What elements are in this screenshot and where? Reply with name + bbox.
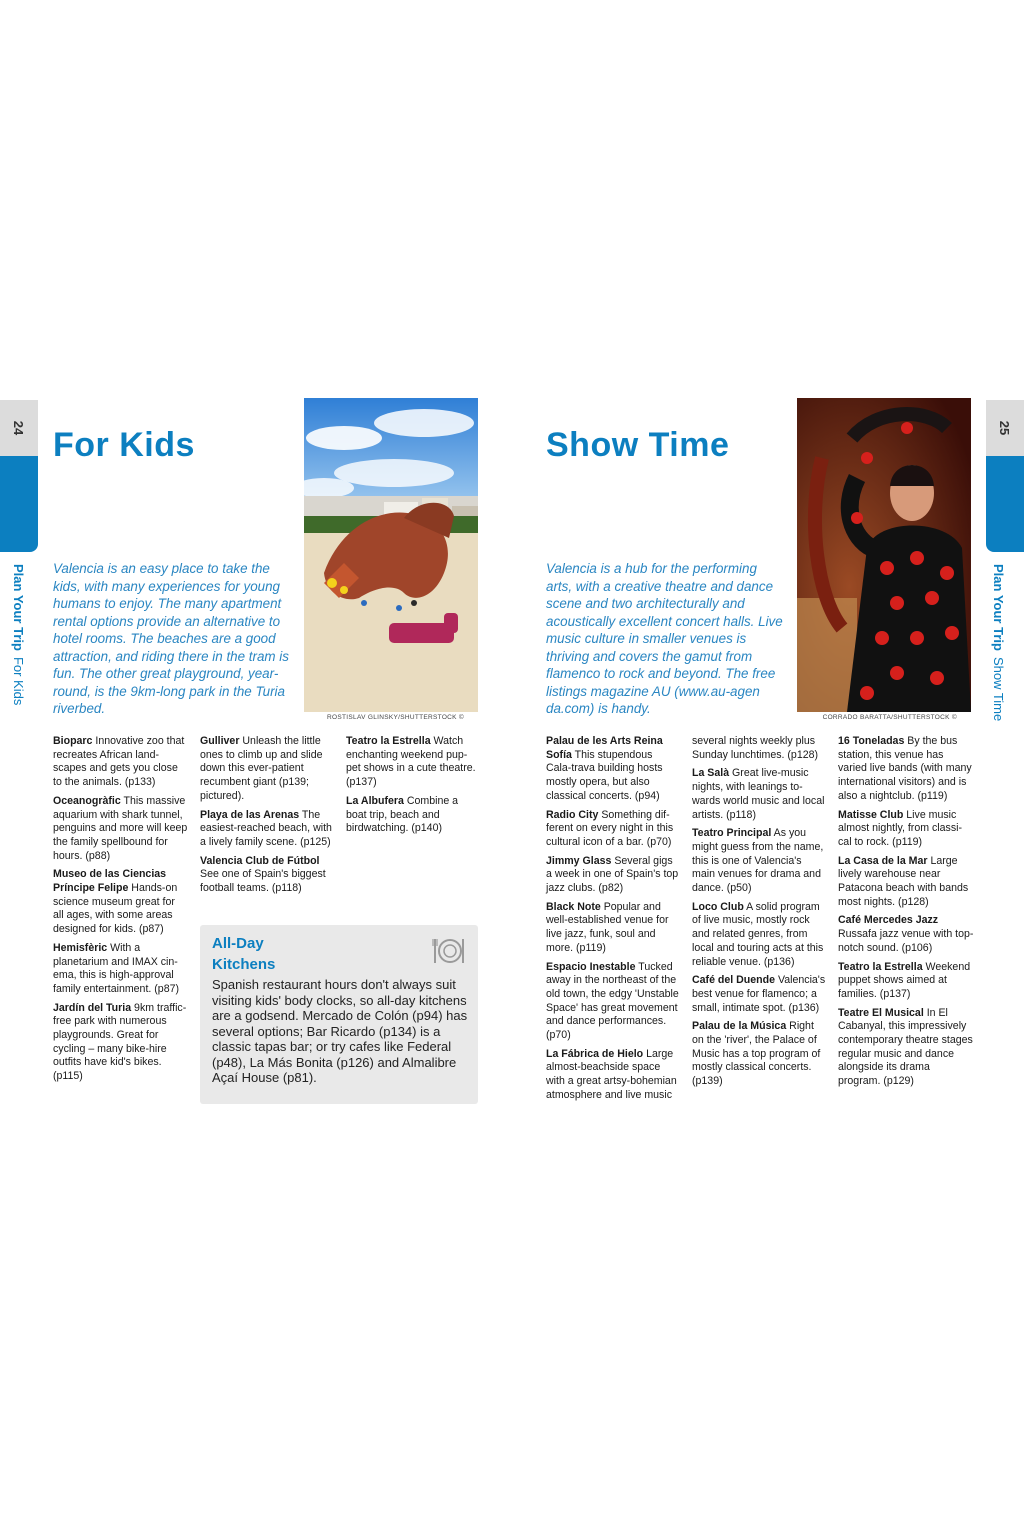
listing-entry: Oceanogràfic This massive aquarium with shark tunnel, penguins and more will keep the family spellbound for hours. (p88) — [53, 794, 188, 862]
side-label-left-section: Plan Your Trip — [11, 564, 26, 651]
listing-entry: Espacio Inestable Tucked away in the northeast of the old town, the edgy 'Unstable Space' has great movement and dance performances. (p70) — [546, 960, 679, 1042]
page-title-for-kids: For Kids — [53, 426, 195, 464]
listing-entry: La Casa de la Mar Large lively warehouse near Patacona beach with bands most nights. (p128) — [838, 854, 969, 908]
side-label-left — [11, 564, 26, 705]
show-column-2 — [692, 735, 826, 1094]
listing-entry: Loco Club A solid program of live music, mostly rock and related genres, from local and touring acts at this reliable venue. (p136) — [692, 900, 824, 968]
photo-credit-left: ROSTISLAV GLINSKY/SHUTTERSTOCK © — [327, 714, 464, 721]
listing-entry: Palau de la Música Right on the 'river', the Palace of Music has a top program of mostly classical concerts. (p139) — [692, 1020, 821, 1088]
side-label-left-topic: For Kids — [11, 656, 26, 706]
side-label-right-topic: Show Time — [991, 656, 1006, 722]
listing-entry: Palau de les Arts Reina Sofía This stupendous Cala-trava building hosts mostly opera, but also classical concerts. (p94) — [546, 735, 663, 802]
show-column-1 — [546, 735, 680, 1108]
listing-entry: Teatro la Estrella Weekend puppet shows aimed at families. (p137) — [838, 960, 971, 1000]
listing-entry: 16 Toneladas By the bus station, this venue has varied live bands (with many international visitors) and is also a nightclub. (p119) — [838, 735, 972, 802]
photo-gulliver-park — [304, 398, 478, 712]
plate-cutlery-icon — [431, 936, 465, 966]
photo-credit-right: CORRADO BARATTA/SHUTTERSTOCK © — [822, 714, 957, 721]
listing-entry: Café Mercedes Jazz Russafa jazz venue with top-notch sound. (p106) — [838, 914, 974, 954]
side-label-right-section: Plan Your Trip — [991, 564, 1006, 651]
listing-entry: La Fábrica de Hielo Large almost-beachside space with a great artsy-bohemian atmosphere and live music — [546, 1047, 677, 1101]
box-title: All-Day Kitchens — [212, 935, 276, 973]
side-label-right — [991, 564, 1006, 721]
listing-entry: Teatro la Estrella Watch enchanting weekend pup-pet shows in a cute theatre. (p137) — [346, 735, 476, 789]
page-title-show-time: Show Time — [546, 426, 730, 464]
flamenco-dancer-illustration — [797, 398, 971, 712]
kids-column-2 — [200, 735, 335, 901]
show-column-3 — [838, 735, 974, 1094]
listing-entry: Gulliver Unleash the little ones to climb up and slide down this ever-patient recumbent giant (p139; pictured). — [200, 735, 323, 802]
listing-entry: Teatro Principal As you might guess from the name, this is one of Valencia's main venues for drama and dance. (p50) — [692, 827, 824, 895]
listing-entry: Museo de las Ciencias Príncipe Felipe Hands-on science museum great for all ages, with some areas designed for kids. (p87) — [53, 868, 178, 936]
page-number-left: 24 — [11, 420, 27, 436]
listing-entry: several nights weekly plus Sunday lunchtimes. (p128) — [692, 735, 819, 761]
kids-column-1 — [53, 735, 188, 1089]
listing-entry: Valencia Club de Fútbol See one of Spain's biggest football teams. (p118) — [200, 854, 326, 895]
listing-entry: Radio City Something dif-ferent on every night in this cultural icon of a bar. (p70) — [546, 808, 674, 848]
listing-entry: Black Note Popular and well-established venue for live jazz, funk, soul and more. (p119) — [546, 900, 669, 954]
listing-entry: Café del Duende Valencia's best venue for flamenco; a small, intimate spot. (p136) — [692, 974, 826, 1014]
listing-entry: Bioparc Innovative zoo that recreates African land-scapes and gets you close to the animals. (p133) — [53, 735, 185, 789]
box-text: Spanish restaurant hours don't always suit visiting kids' body clocks, so all-day kitchens are a godsend. Mercado de Colón (p94) has several options; Bar Ricardo (p134) is a classic tapas bar; or try cafes like Federal (p48), La Más Bonita (p126) and Almalibre Açaí House (p81). — [212, 977, 468, 1085]
listing-entry: Matisse Club Live music almost nightly, from classi-cal to rock. (p119) — [838, 808, 963, 848]
listing-entry: Jardín del Turia 9km traffic-free park with numerous playgrounds. Great for cycling – many bike-hire outfits have kid's bikes. (p115) — [53, 1001, 187, 1083]
intro-for-kids: Valencia is an easy place to take the kids, with many experiences for young humans to enjoy. The many apartment rental options provide an alternative to hotel rooms. The beaches are a good attraction, and riding there in the tram is fun. The other great playground, year-round, is the 9km-long park in the Turia riverbed. — [53, 561, 289, 716]
intro-show-time: Valencia is a hub for the performing arts, with a creative theatre and dance scene and two architecturally and acoustically excellent concert halls. Live music culture in smaller venues is thriving and covers the gamut from flamenco to rock and beyond. The free listings magazine AU (www.au-agen da.com) is handy. — [546, 561, 783, 716]
kids-column-3 — [346, 735, 481, 841]
listing-entry: La Salà Great live-music nights, with leanings to-wards world music and local artists. (p118) — [692, 767, 825, 821]
listing-entry: Jimmy Glass Several gigs a week in one of Spain's top jazz clubs. (p82) — [546, 854, 679, 895]
listing-entry: Teatre El Musical In El Cabanyal, this impressively contemporary theatre stages regular music and dance alongside its drama program. (p129) — [838, 1006, 973, 1088]
page-number-right: 25 — [997, 420, 1013, 436]
photo-flamenco-dancer — [797, 398, 971, 712]
gulliver-park-illustration — [304, 398, 478, 712]
listing-entry: Playa de las Arenas The easiest-reached beach, with a lively family scene. (p125) — [200, 808, 332, 848]
listing-entry: La Albufera Combine a boat trip, beach and birdwatching. (p140) — [346, 794, 459, 835]
listing-entry: Hemisfèric With a planetarium and IMAX cin-ema, this is high-approval family entertainment. (p87) — [53, 941, 180, 995]
